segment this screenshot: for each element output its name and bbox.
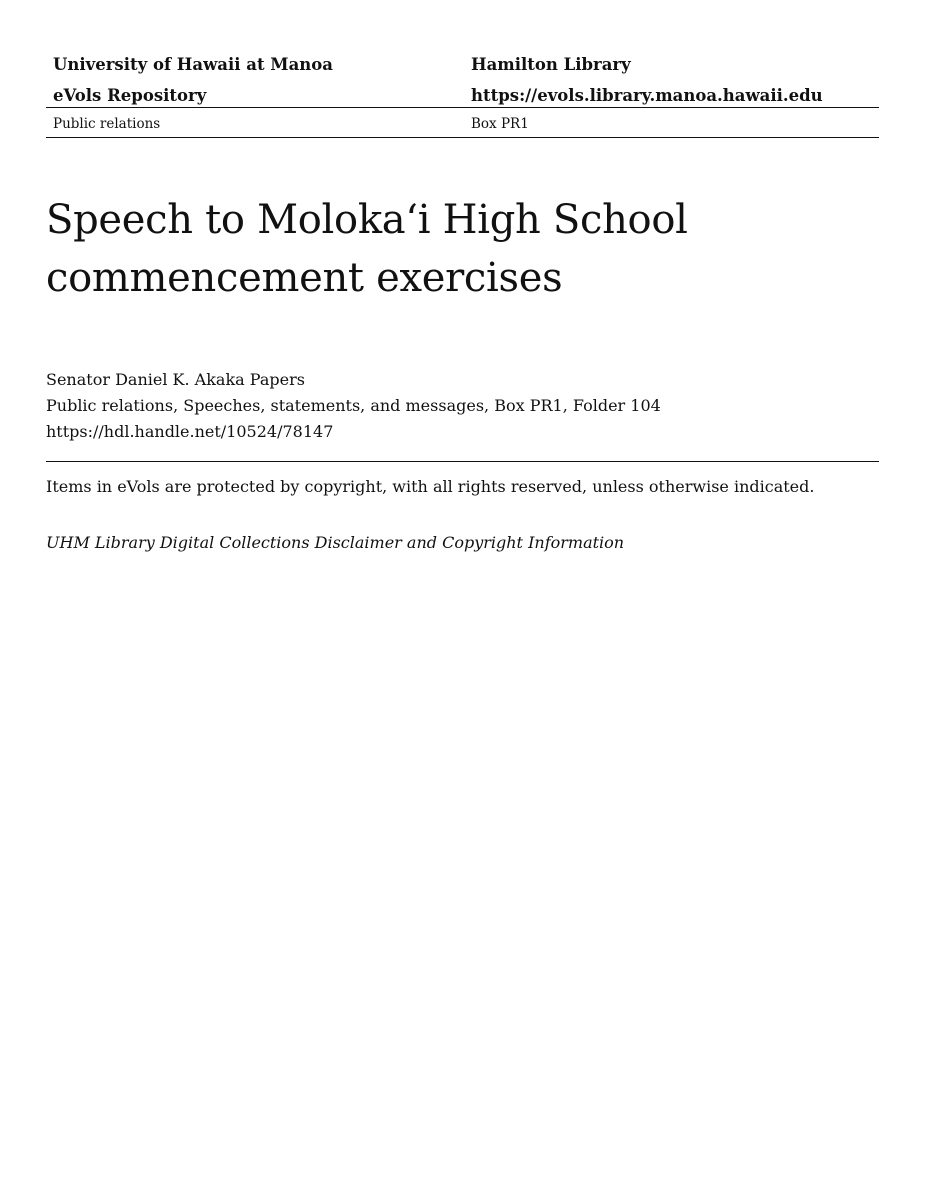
document-metadata <box>46 367 879 445</box>
collection-name: Senator Daniel K. Akaka Papers <box>46 370 305 389</box>
document-title: Speech to Moloka‘i High School commencement exercises <box>46 197 688 301</box>
disclaimer-link[interactable]: UHM Library Digital Collections Disclaimer and Copyright Information <box>46 533 625 552</box>
document-header <box>46 52 879 139</box>
repository-name: eVols Repository <box>53 86 207 105</box>
metadata-divider <box>46 461 879 462</box>
repository-url[interactable]: https://evols.library.manoa.hawaii.edu <box>471 86 823 105</box>
copyright-statement: Items in eVols are protected by copyright, with all rights reserved, unless otherwise indicated. <box>46 477 815 496</box>
folder-location: Public relations, Speeches, statements, and messages, Box PR1, Folder 104 <box>46 396 661 415</box>
library-name: Hamilton Library <box>471 55 631 74</box>
handle-link[interactable]: https://hdl.handle.net/10524/78147 <box>46 422 334 441</box>
header-row-2 <box>46 83 879 109</box>
series-name: Public relations <box>53 116 161 132</box>
institution-name: University of Hawaii at Manoa <box>53 55 333 74</box>
cover-page <box>46 0 879 556</box>
header-row-3 <box>46 114 879 134</box>
header-divider-bottom <box>46 137 879 138</box>
header-divider-top <box>46 107 879 108</box>
header-row-1 <box>46 52 879 78</box>
box-label: Box PR1 <box>471 116 529 132</box>
